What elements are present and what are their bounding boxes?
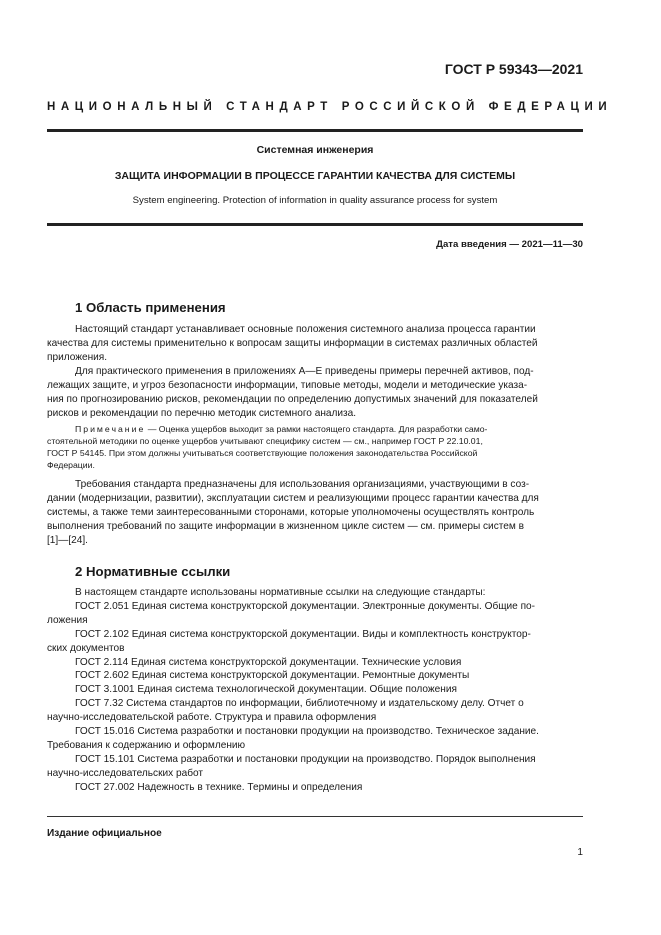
text-line: рисков и рекомендации по перечню методик системного анализа. [47, 407, 357, 419]
section-1-heading: 1 Область применения [75, 300, 226, 315]
reference-line: ГОСТ 27.002 Надежность в технике. Термины и определения [75, 781, 363, 793]
section-1-paragraph-2 [47, 365, 583, 421]
official-edition-label: Издание официальное [47, 828, 162, 839]
reference-line: ских документов [47, 642, 125, 654]
document-subtitle: Системная инженерия [256, 144, 374, 156]
normative-references-list [47, 586, 583, 795]
reference-line: научно-исследовательских работ [47, 767, 203, 779]
reference-line: Требования к содержанию и оформлению [47, 739, 246, 751]
reference-line: ГОСТ 3.1001 Единая система технологической документации. Общие положения [75, 684, 457, 696]
text-line: системы, а также теми заинтересованными сторонами, которые уполномочены осуществлять контроль [47, 506, 535, 518]
reference-line: ГОСТ 2.114 Единая система конструкторской документации. Технические условия [75, 656, 462, 668]
note-block [47, 424, 583, 472]
text-line: дании (модернизации, развитии), эксплуатации систем и реализующими процесс гарантии качества для [47, 492, 539, 504]
title-divider [47, 223, 583, 226]
reference-line: ГОСТ 2.602 Единая система конструкторской документации. Ремонтные документы [75, 670, 470, 682]
footer-divider [47, 816, 583, 817]
section-1-paragraph-1 [47, 323, 583, 365]
text-line: выполнения требований по защите информации в жизненном цикле систем — см. примеры систем в [47, 520, 524, 532]
page-number: 1 [577, 847, 583, 858]
gost-code: ГОСТ Р 59343—2021 [444, 61, 583, 77]
reference-line: ГОСТ 7.32 Система стандартов по информации, библиотечному и издательскому делу. Отчет о [75, 698, 524, 710]
text-line: [1]—[24]. [47, 534, 88, 546]
text-line: Для практического применения в приложениях А—Е приведены примеры перечней активов, под- [75, 366, 534, 377]
reference-line: ГОСТ 15.101 Система разработки и постановки продукции на производство. Порядок выполнения [75, 753, 536, 765]
text-line: Требования стандарта предназначены для использования организациями, участвующими в соз- [75, 479, 530, 490]
text-line: Федерации. [47, 459, 95, 470]
reference-line: ГОСТ 2.051 Единая система конструкторской документации. Электронные документы. Общие по- [75, 600, 536, 612]
text-line: приложения. [47, 351, 108, 363]
section-1-paragraph-3 [47, 478, 583, 548]
reference-line: ГОСТ 15.016 Система разработки и постановки продукции на производство. Техническое задание. [75, 726, 539, 738]
english-title: System engineering. Protection of information in quality assurance process for system [132, 195, 498, 206]
reference-line: В настоящем стандарте использованы нормативные ссылки на следующие стандарты: [75, 587, 486, 598]
note-text: — Оценка ущербов выходит за рамки настоящего стандарта. Для разработки само- [145, 424, 488, 434]
note-label: Примечание [75, 424, 146, 434]
text-line: качества для системы применительно к вопросам защиты информации в системах различных областей [47, 337, 538, 349]
date-of-introduction: Дата введения — 2021—11—30 [436, 239, 583, 250]
text-line: ГОСТ Р 54145. При этом должны учитываться соответствующие положения законодательства Российской [47, 447, 478, 458]
reference-line: ГОСТ 2.102 Единая система конструкторской документации. Виды и комплектность конструктор- [75, 628, 531, 640]
text-line: лежащих защите, и угроз безопасности информации, типовые методы, модели и методические указа- [47, 379, 528, 391]
text-line: ния по прогнозированию рисков, рекомендации по определению допустимых значений для показателей [47, 393, 538, 405]
reference-line: научно-исследовательской работе. Структура и правила оформления [47, 712, 377, 724]
text-line: стоятельной методики по оценке ущербов учитывают специфику систем — см., например ГОСТ Р 22.10.01, [47, 435, 483, 446]
document-title: ЗАЩИТА ИНФОРМАЦИИ В ПРОЦЕССЕ ГАРАНТИИ КАЧЕСТВА ДЛЯ СИСТЕМЫ [114, 170, 516, 182]
section-2-heading: 2 Нормативные ссылки [75, 564, 231, 579]
reference-line: ложения [47, 614, 88, 626]
text-line: Настоящий стандарт устанавливает основные положения системного анализа процесса гарантии [75, 324, 536, 335]
top-divider [47, 129, 583, 132]
national-standard-heading: НАЦИОНАЛЬНЫЙ СТАНДАРТ РОССИЙСКОЙ ФЕДЕРАЦИИ [47, 101, 613, 113]
